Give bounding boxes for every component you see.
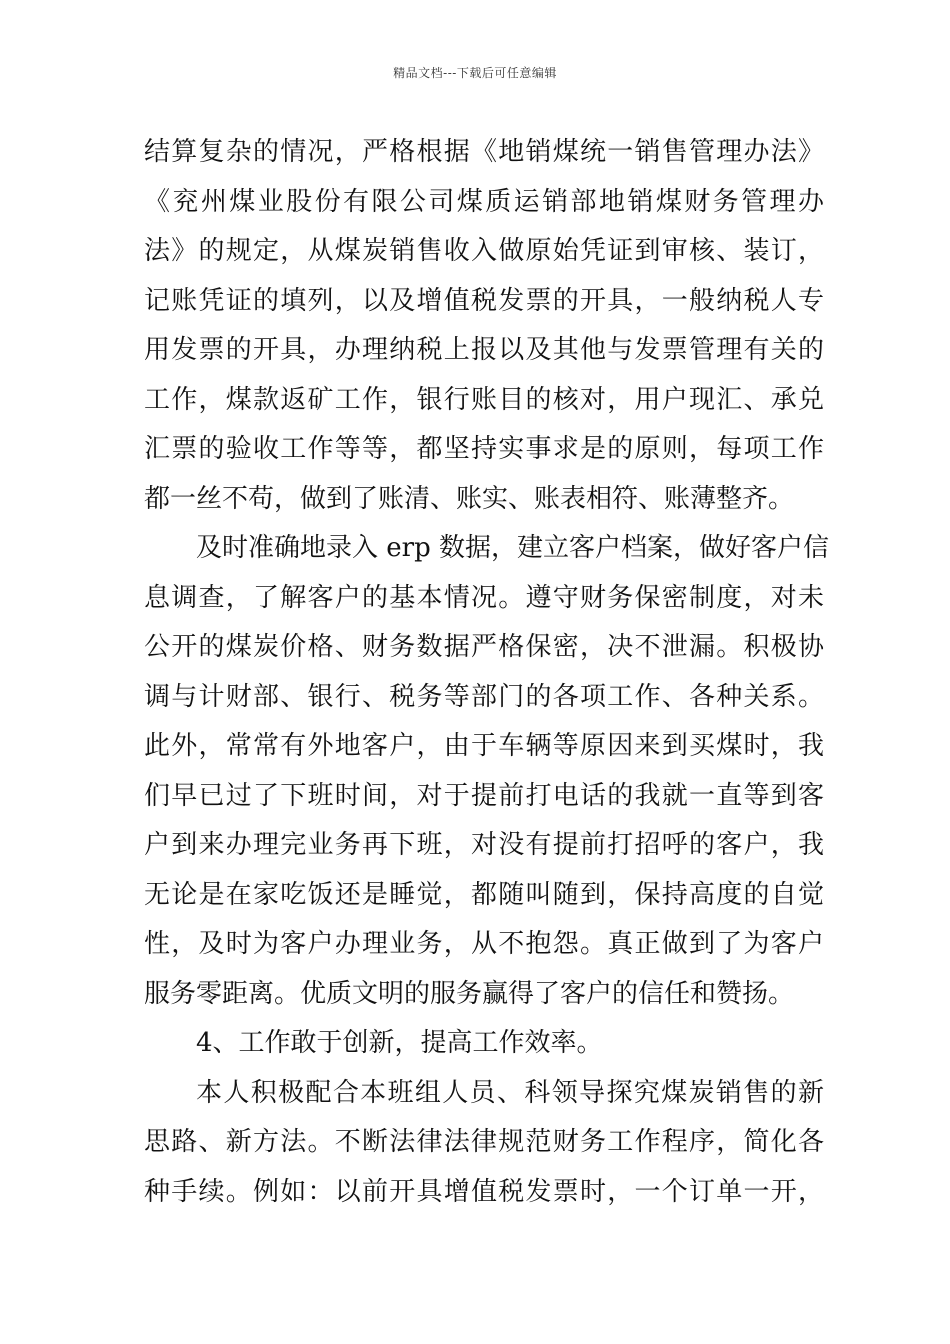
text-line: 结算复杂的情况，严格根据《地销煤统一销售管理办法》 bbox=[144, 137, 824, 167]
paragraph-first-line: 及时准确地录入 erp 数据，建立客户档案，做好客户信 bbox=[196, 533, 829, 563]
text-line: 工作，煤款返矿工作，银行账目的核对，用户现汇、承兑 bbox=[144, 384, 824, 415]
text-line: 们早已过了下班时间，对于提前打电话的我就一直等到客 bbox=[144, 780, 824, 811]
text-line: 无论是在家吃饭还是睡觉，都随叫随到，保持高度的自觉 bbox=[144, 879, 824, 910]
text-line: 记账凭证的填列，以及增值税发票的开具，一般纳税人专 bbox=[144, 285, 824, 316]
text-line: 此外，常常有外地客户，由于车辆等原因来到买煤时，我 bbox=[144, 731, 824, 761]
text-line: 公开的煤炭价格、财务数据严格保密，决不泄漏。积极协 bbox=[144, 632, 824, 662]
text-line: 《兖州煤业股份有限公司煤质运销部地销煤财务管理办 bbox=[144, 186, 824, 217]
text-line: 服务零距离。优质文明的服务赢得了客户的信任和赞扬。 bbox=[144, 978, 795, 1009]
text-line: 都一丝不苟，做到了账清、账实、账表相符、账薄整齐。 bbox=[144, 483, 795, 514]
document-body bbox=[144, 128, 829, 1217]
section-heading: 4、工作敢于创新，提高工作效率。 bbox=[196, 1028, 603, 1058]
text-line: 用发票的开具，办理纳税上报以及其他与发票管理有关的 bbox=[144, 335, 824, 365]
text-line: 汇票的验收工作等等，都坚持实事求是的原则，每项工作 bbox=[144, 434, 824, 464]
text-line: 法》的规定，从煤炭销售收入做原始凭证到审核、装订， bbox=[144, 236, 824, 266]
page-header: 精品文档---下载后可任意编辑 bbox=[393, 66, 557, 80]
text-line: 调与计财部、银行、税务等部门的各项工作、各种关系。 bbox=[144, 681, 824, 712]
paragraph-first-line: 本人积极配合本班组人员、科领导探究煤炭销售的新 bbox=[196, 1077, 824, 1108]
text-line: 思路、新方法。不断法律法律规范财务工作程序，简化各 bbox=[144, 1127, 824, 1157]
text-line: 户到来办理完业务再下班，对没有提前打招呼的客户，我 bbox=[144, 830, 824, 860]
text-line: 种手续。例如：以前开具增值税发票时，一个订单一开， bbox=[144, 1176, 824, 1207]
text-line: 息调查，了解客户的基本情况。遵守财务保密制度，对未 bbox=[144, 582, 824, 613]
text-line: 性，及时为客户办理业务，从不抱怨。真正做到了为客户 bbox=[144, 929, 824, 959]
